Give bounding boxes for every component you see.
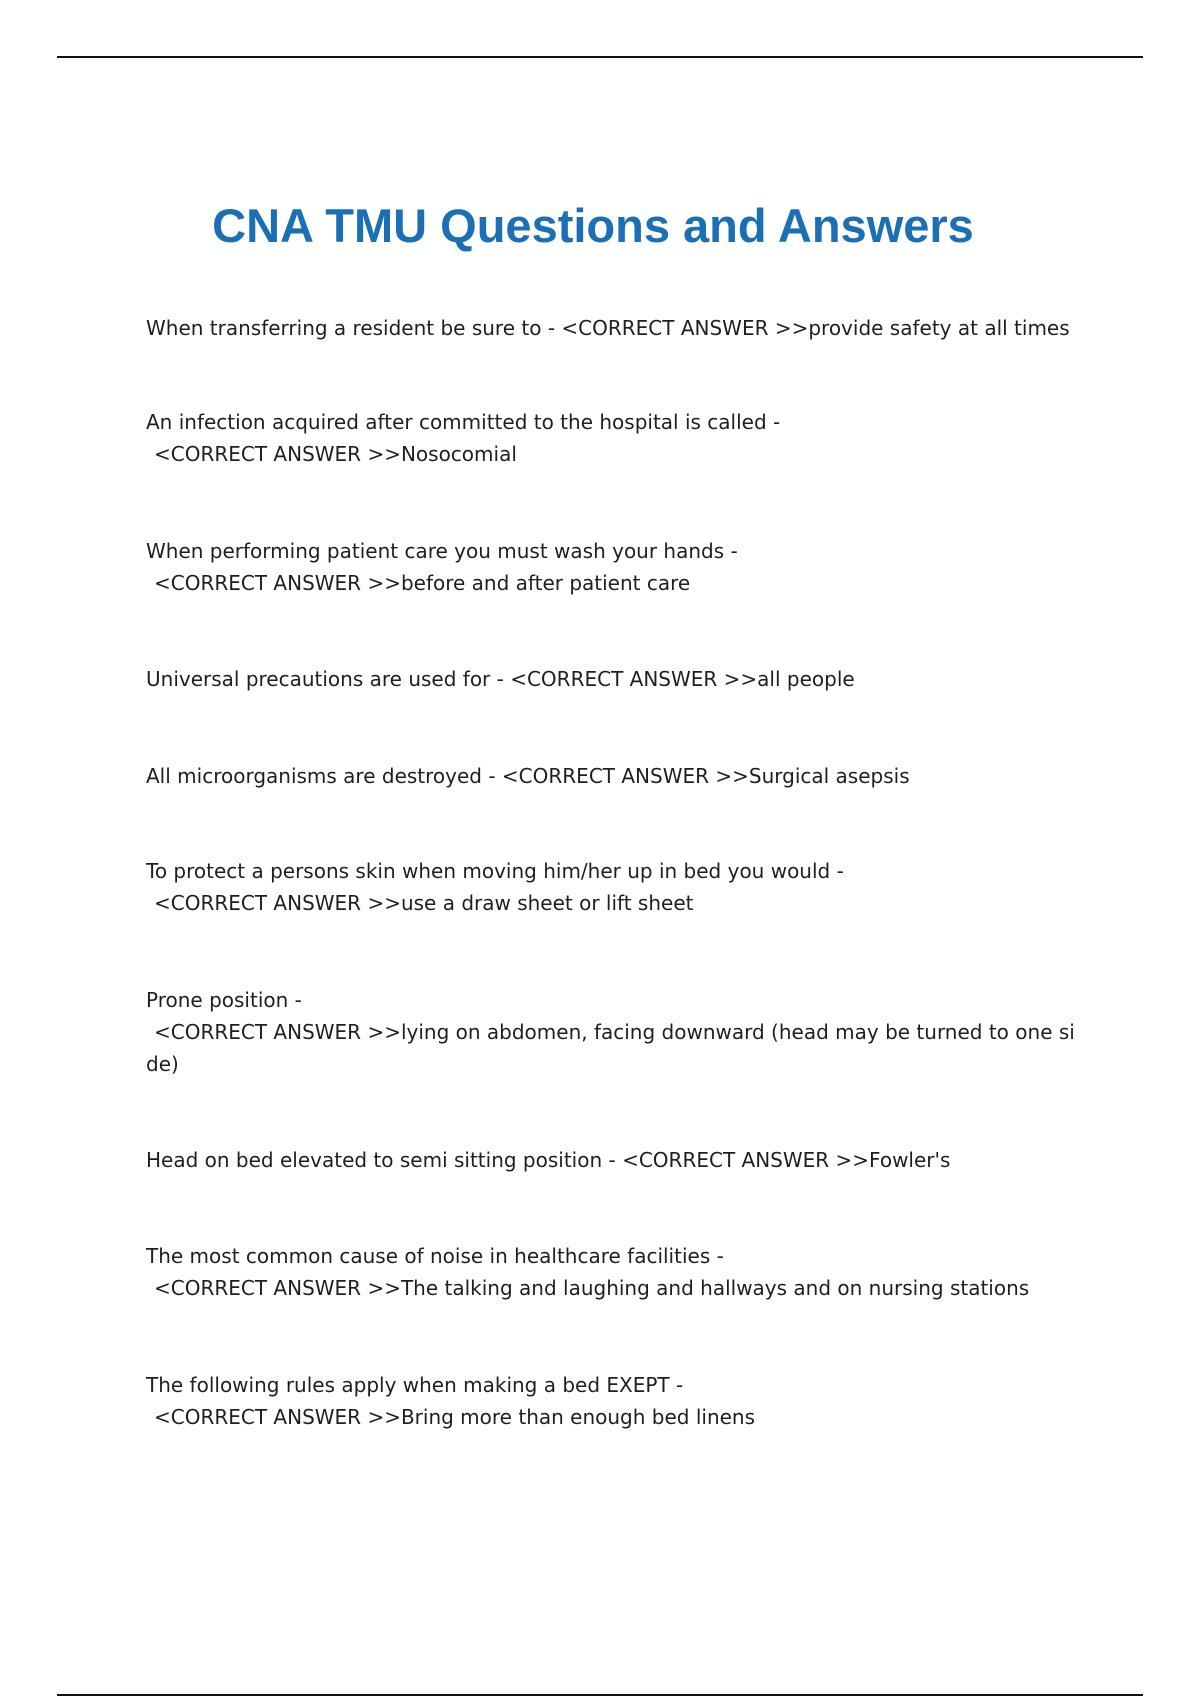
answer-text-continued: de)	[146, 1052, 179, 1076]
question-text: When performing patient care you must wash your hands -	[146, 539, 738, 563]
question-text: All microorganisms are destroyed - <CORRECT ANSWER >>Surgical asepsis	[146, 764, 910, 788]
answer-text: <CORRECT ANSWER >>before and after patient care	[154, 571, 691, 595]
top-divider	[57, 56, 1143, 58]
question-text: The following rules apply when making a bed EXEPT -	[146, 1373, 684, 1397]
question-text: The most common cause of noise in healthcare facilities -	[146, 1244, 724, 1268]
question-text: To protect a persons skin when moving him/her up in bed you would -	[146, 859, 844, 883]
answer-text: <CORRECT ANSWER >>lying on abdomen, facing downward (head may be turned to one si	[154, 1020, 1075, 1044]
qa-item-3	[146, 535, 1086, 599]
qa-item-8	[146, 1144, 1086, 1176]
qa-item-4	[146, 663, 1086, 695]
qa-item-1	[146, 312, 1086, 344]
qa-item-6	[146, 855, 1086, 919]
bottom-divider	[57, 1694, 1143, 1696]
question-text: Prone position -	[146, 988, 302, 1012]
answer-text: <CORRECT ANSWER >>use a draw sheet or lift sheet	[154, 891, 694, 915]
question-text: Head on bed elevated to semi sitting position - <CORRECT ANSWER >>Fowler's	[146, 1148, 951, 1172]
question-text: An infection acquired after committed to the hospital is called -	[146, 410, 781, 434]
qa-item-10	[146, 1369, 1086, 1433]
qa-item-9	[146, 1240, 1086, 1304]
document-title: CNA TMU Questions and Answers	[212, 199, 974, 252]
answer-text: <CORRECT ANSWER >>Bring more than enough bed linens	[154, 1405, 756, 1429]
question-text: Universal precautions are used for - <CORRECT ANSWER >>all people	[146, 667, 855, 691]
question-text: When transferring a resident be sure to - <CORRECT ANSWER >>provide safety at all times	[146, 316, 1070, 340]
qa-item-7	[146, 984, 1086, 1080]
answer-text: <CORRECT ANSWER >>Nosocomial	[154, 442, 517, 466]
qa-item-5	[146, 760, 1086, 792]
answer-text: <CORRECT ANSWER >>The talking and laughing and hallways and on nursing stations	[154, 1276, 1030, 1300]
qa-item-2	[146, 406, 1086, 470]
